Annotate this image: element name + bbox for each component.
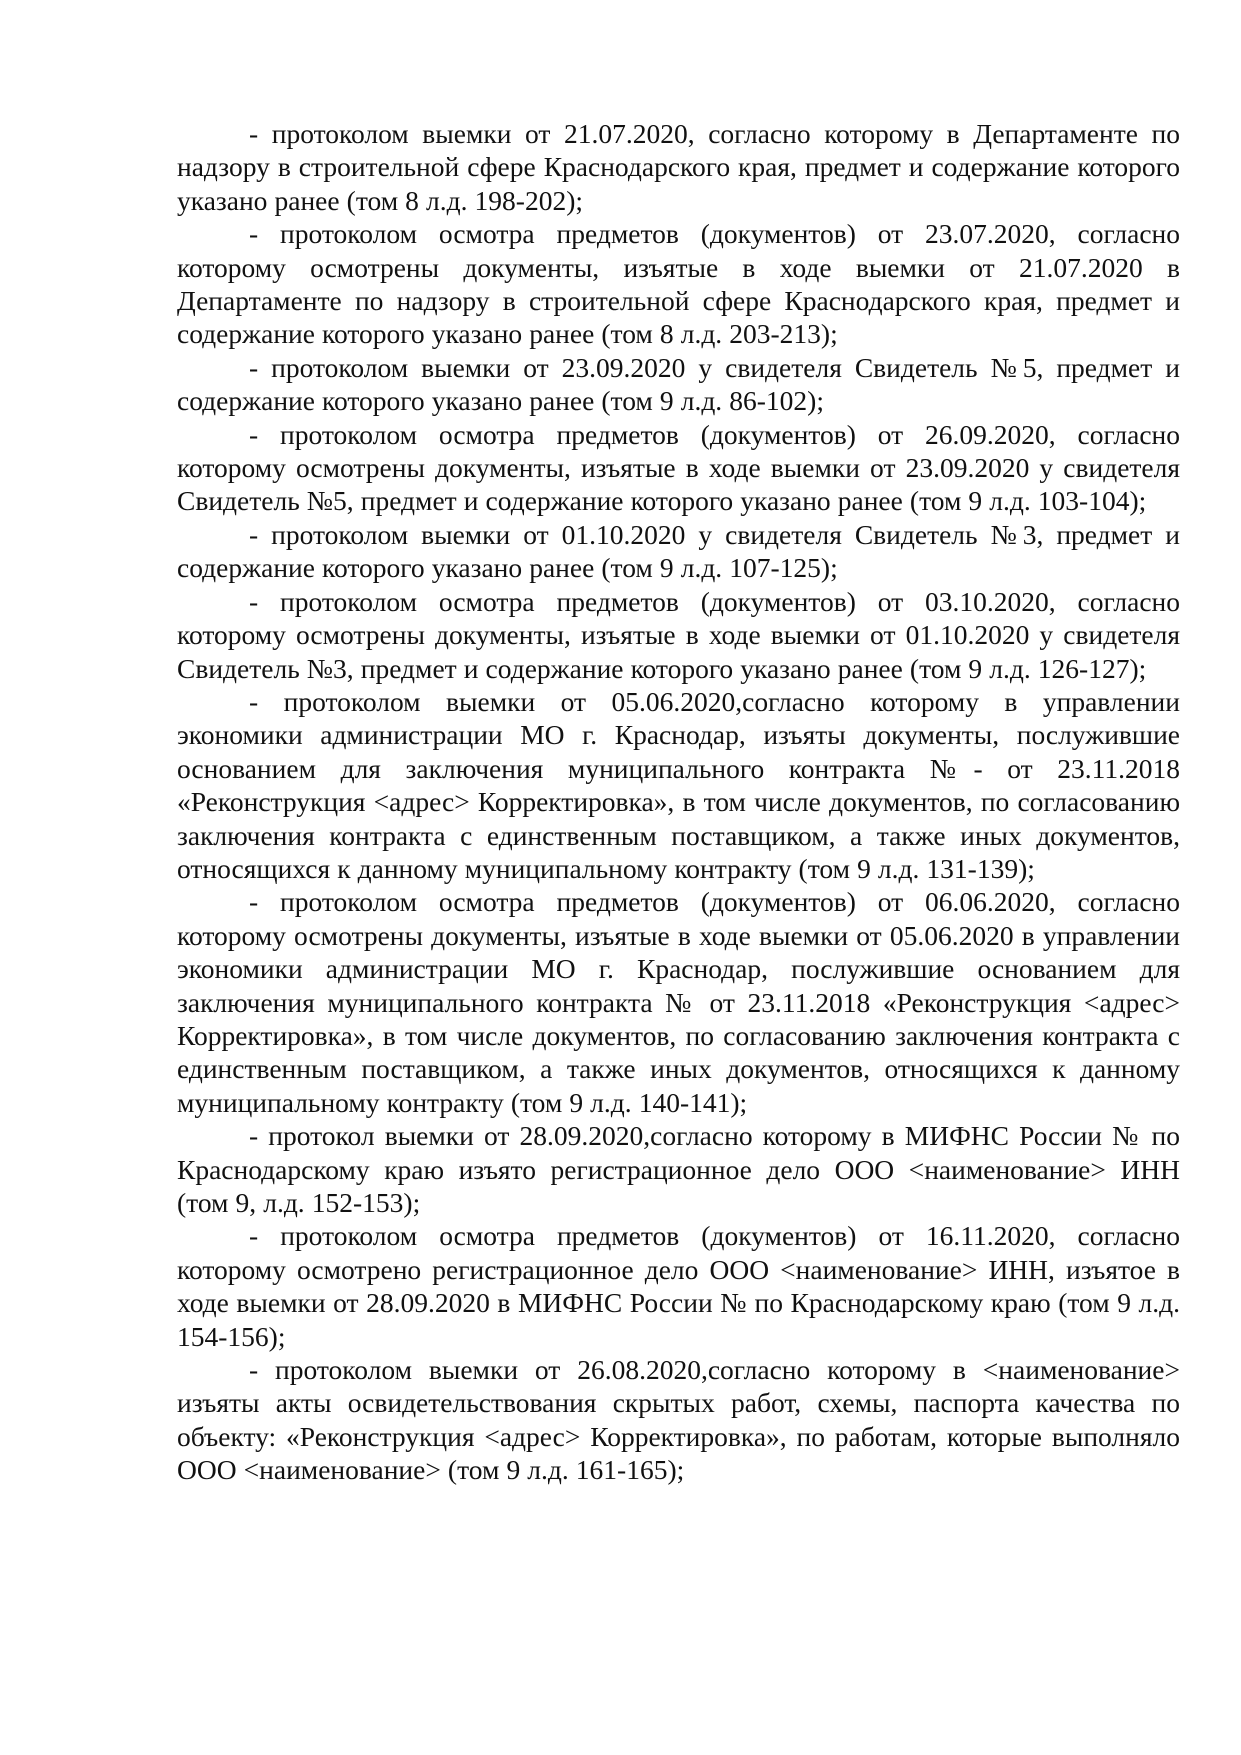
paragraph-inspection-protocol-16-11-2020: - протоколом осмотра предметов (документов) от 16.11.2020, согласно которому осмотрено регистрационное дело ООО <наименование> ИНН, изъятое в ходе выемки от 28.09.2020 в МИФНС России № по Краснодарскому краю (том 9 л.д. 154-156); [177,1220,1180,1352]
document-body [177,117,1180,1487]
paragraph-seizure-protocol-23-09-2020: - протоколом выемки от 23.09.2020 у свидетеля Свидетель №5, предмет и содержание которого указано ранее (том 9 л.д. 86-102); [177,351,1180,417]
paragraph-inspection-protocol-06-06-2020: - протоколом осмотра предметов (документов) от 06.06.2020, согласно которому осмотрены документы, изъятые в ходе выемки от 05.06.2020 в управлении экономики администрации МО г. Краснодар, послужившие основанием для заключения муниципального контракта № от 23.11.2018 «Реконструкция <адрес> Корректировка», в том числе документов, по согласованию заключения контракта с единственным поставщиком, а также иных документов, относящихся к данному муниципальному контракту (том 9 л.д. 140-141); [177,886,1180,1118]
paragraph-inspection-protocol-23-07-2020: - протоколом осмотра предметов (документов) от 23.07.2020, согласно которому осмотрены документы, изъятые в ходе выемки от 21.07.2020 в Департаменте по надзору в строительной сфере Краснодарского края, предмет и содержание которого указано ранее (том 8 л.д. 203-213); [177,218,1180,350]
paragraph-seizure-protocol-21-07-2020: - протоколом выемки от 21.07.2020, согласно которому в Департаменте по надзору в строительной сфере Краснодарского края, предмет и содержание которого указано ранее (том 8 л.д. 198-202); [177,118,1180,216]
paragraph-inspection-protocol-26-09-2020: - протоколом осмотра предметов (документов) от 26.09.2020, согласно которому осмотрены документы, изъятые в ходе выемки от 23.09.2020 у свидетеля Свидетель №5, предмет и содержание которого указано ранее (том 9 л.д. 103-104); [177,418,1180,517]
paragraph-seizure-protocol-05-06-2020: - протоколом выемки от 05.06.2020,согласно которому в управлении экономики администрации МО г. Краснодар, изъяты документы, послужившие основанием для заключения муниципального контракта №- от 23.11.2018 «Реконструкция <адрес> Корректировка», в том числе документов, по согласованию заключения контракта с единственным поставщиком, а также иных документов, относящихся к данному муниципальному контракту (том 9 л.д. 131-139); [177,685,1180,884]
paragraph-seizure-protocol-26-08-2020: - протоколом выемки от 26.08.2020,согласно которому в <наименование> изъяты акты освидетельствования скрытых работ, схемы, паспорта качества по объекту: «Реконструкция <адрес> Корректировка», по работам, которые выполняло ООО <наименование> (том 9 л.д. 161-165); [177,1354,1180,1486]
paragraph-seizure-protocol-28-09-2020: - протокол выемки от 28.09.2020,согласно которому в МИФНС России № по Краснодарскому краю изъято регистрационное дело ООО <наименование> ИНН (том 9, л.д. 152-153); [177,1120,1180,1218]
paragraph-seizure-protocol-01-10-2020: - протоколом выемки от 01.10.2020 у свидетеля Свидетель №3, предмет и содержание которого указано ранее (том 9 л.д. 107-125); [177,518,1180,584]
paragraph-inspection-protocol-03-10-2020: - протоколом осмотра предметов (документов) от 03.10.2020, согласно которому осмотрены документы, изъятые в ходе выемки от 01.10.2020 у свидетеля Свидетель №3, предмет и содержание которого указано ранее (том 9 л.д. 126-127); [177,585,1180,684]
